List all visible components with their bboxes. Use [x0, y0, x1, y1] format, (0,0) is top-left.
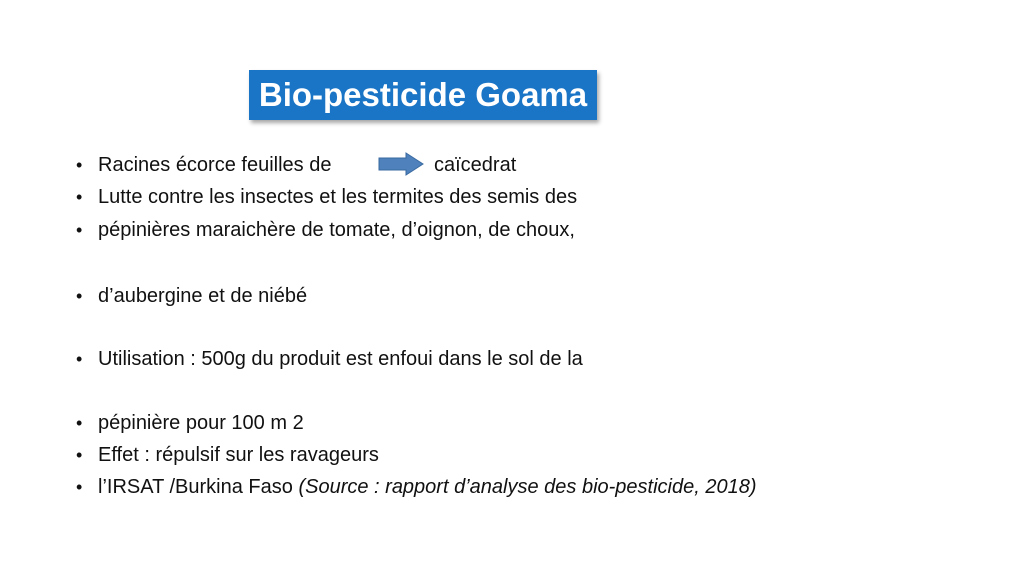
bullet-text: Lutte contre les insectes et les termites des semis des: [98, 185, 578, 208]
bullet-item: [76, 344, 583, 374]
right-arrow-icon: [378, 152, 424, 176]
bullet-text: pépinière pour 100 m 2: [98, 411, 304, 434]
bullet-icon: •: [76, 476, 83, 497]
bullet-main-text: l’IRSAT /Burkina Faso: [98, 475, 299, 498]
bullet-text: pépinières maraichère de tomate, d’oignon, de choux,: [98, 218, 575, 241]
bullet-text: [98, 476, 757, 499]
bullet-item: [76, 472, 757, 502]
bullet-icon: •: [76, 285, 83, 306]
slide-title: Bio-pesticide Goama: [258, 76, 588, 113]
bullet-item: [76, 281, 307, 311]
bullet-text: Racines écorce feuilles de: [98, 153, 332, 176]
bullet-text: Effet : répulsif sur les ravageurs: [98, 443, 379, 466]
bullet-item: [76, 150, 331, 180]
bullet-icon: •: [76, 444, 83, 465]
bullet-item: [76, 215, 575, 245]
source-citation: (Source : rapport d’analyse des bio-pesticide, 2018): [298, 475, 757, 498]
bullet-text: Utilisation : 500g du produit est enfoui dans le sol de la: [98, 347, 583, 370]
arrow-target-text: caïcedrat: [434, 153, 517, 176]
bullet-icon: •: [76, 412, 83, 433]
bullet-icon: •: [76, 154, 83, 175]
bullet-icon: •: [76, 348, 83, 369]
bullet-text: d’aubergine et de niébé: [98, 284, 308, 307]
bullet-item: [76, 182, 577, 212]
bullet-item: [76, 440, 379, 470]
bullet-icon: •: [76, 186, 83, 207]
bullet-item: [76, 408, 304, 438]
title-box: [249, 70, 597, 120]
bullet-icon: •: [76, 219, 83, 240]
